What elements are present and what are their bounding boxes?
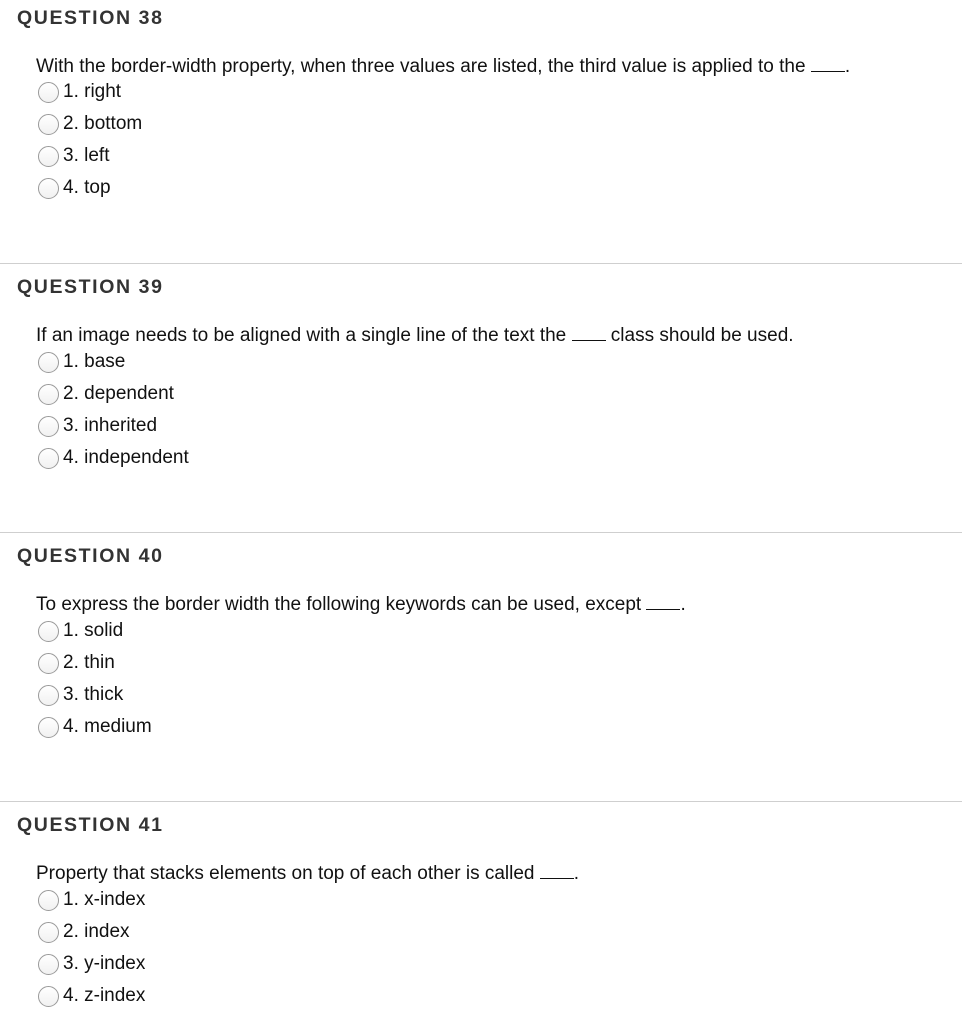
option-label: 2. thin: [63, 652, 115, 673]
answer-blank: [646, 594, 680, 610]
option-3[interactable]: [38, 948, 145, 980]
option-3[interactable]: [38, 679, 152, 711]
option-label: 1. right: [63, 81, 122, 102]
radio-button[interactable]: [38, 954, 59, 975]
option-2[interactable]: [38, 916, 145, 948]
question-title: QUESTION 38: [17, 7, 164, 29]
radio-button[interactable]: [38, 922, 59, 943]
question-title: QUESTION 40: [17, 545, 164, 567]
option-label: 4. medium: [63, 716, 152, 737]
option-3[interactable]: [38, 140, 142, 172]
radio-button[interactable]: [38, 114, 59, 135]
question-prompt-end: class should be used.: [605, 325, 794, 346]
option-4[interactable]: [38, 980, 145, 1012]
radio-button[interactable]: [38, 146, 59, 167]
option-label: 4. independent: [63, 447, 189, 468]
question-prompt: [36, 863, 579, 885]
option-1[interactable]: [38, 615, 152, 647]
option-1[interactable]: [38, 346, 189, 378]
question-38: [0, 0, 962, 269]
question-prompt-end: .: [573, 863, 580, 884]
option-label: 1. solid: [63, 620, 124, 641]
radio-button[interactable]: [38, 986, 59, 1007]
radio-button[interactable]: [38, 416, 59, 437]
answer-blank: [572, 325, 606, 341]
option-2[interactable]: [38, 378, 189, 410]
option-label: 4. z-index: [63, 985, 146, 1006]
question-prompt-text: To express the border width the following keywords can be used, except: [36, 594, 647, 615]
option-label: 2. dependent: [63, 383, 174, 404]
option-3[interactable]: [38, 410, 189, 442]
options-list: [38, 346, 189, 474]
question-prompt-text: If an image needs to be aligned with a single line of the text the: [36, 325, 572, 346]
radio-button[interactable]: [38, 352, 59, 373]
question-title: QUESTION 39: [17, 276, 164, 298]
option-2[interactable]: [38, 647, 152, 679]
options-list: [38, 76, 142, 204]
radio-button[interactable]: [38, 685, 59, 706]
option-label: 1. base: [63, 351, 126, 372]
option-label: 3. left: [63, 145, 110, 166]
radio-button[interactable]: [38, 178, 59, 199]
option-label: 2. bottom: [63, 113, 143, 134]
option-4[interactable]: [38, 711, 152, 743]
option-2[interactable]: [38, 108, 142, 140]
option-label: 1. x-index: [63, 889, 146, 910]
option-label: 4. top: [63, 177, 111, 198]
answer-blank: [540, 863, 574, 879]
radio-button[interactable]: [38, 82, 59, 103]
question-prompt-text: With the border-width property, when three values are listed, the third value is applied to the: [36, 56, 811, 77]
question-41: [0, 801, 962, 1024]
question-prompt-end: .: [844, 56, 851, 77]
option-1[interactable]: [38, 76, 142, 108]
option-1[interactable]: [38, 884, 145, 916]
radio-button[interactable]: [38, 717, 59, 738]
question-title: QUESTION 41: [17, 814, 164, 836]
options-list: [38, 615, 152, 743]
question-40: [0, 532, 962, 801]
question-39: [0, 263, 962, 532]
radio-button[interactable]: [38, 448, 59, 469]
option-4[interactable]: [38, 172, 142, 204]
question-prompt-end: .: [680, 594, 686, 615]
option-label: 3. thick: [63, 684, 124, 705]
radio-button[interactable]: [38, 890, 59, 911]
options-list: [38, 884, 145, 1012]
radio-button[interactable]: [38, 621, 59, 642]
answer-blank: [811, 56, 845, 72]
radio-button[interactable]: [38, 653, 59, 674]
option-label: 3. inherited: [63, 415, 158, 436]
option-label: 3. y-index: [63, 953, 146, 974]
question-prompt: [36, 56, 850, 78]
radio-button[interactable]: [38, 384, 59, 405]
question-prompt-text: Property that stacks elements on top of each other is called: [36, 863, 540, 884]
option-label: 2. index: [63, 921, 130, 942]
option-4[interactable]: [38, 442, 189, 474]
question-prompt: [36, 325, 794, 347]
question-prompt: [36, 594, 686, 616]
